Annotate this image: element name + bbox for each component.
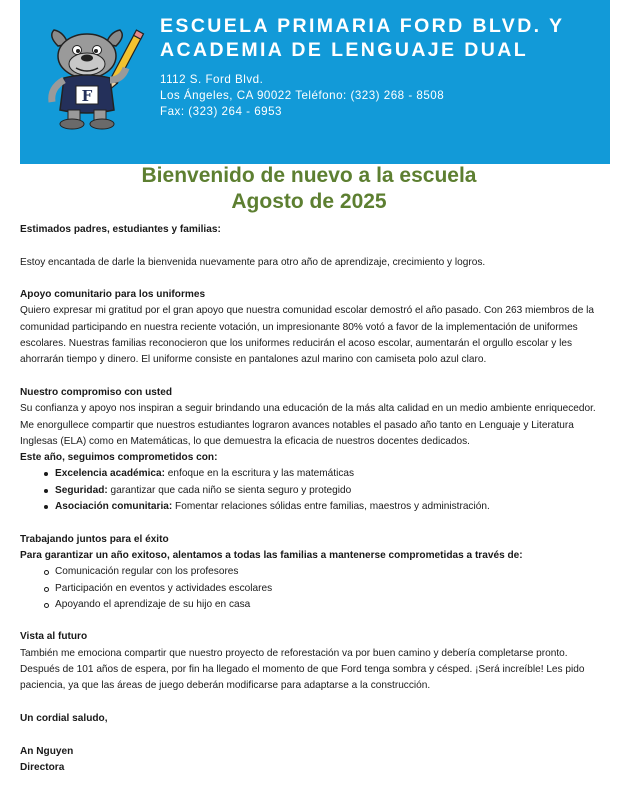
header-banner [20,0,610,164]
future-paragraph: También me emociona compartir que nuestro proyecto de reforestación va por buen camino y debería completarse pronto. Después de 101 años de espera, por fin ha llegado el momento de que Ford tenga sombra y césped. ¡Será increíble! Les pido paciencia, ya que las áreas de juego deberán modificarse para adaptarse a la construcción. [20,647,585,692]
intro-paragraph: Estoy encantada de darle la bienvenida nuevamente para otro año de aprendizaje, crecimiento y logros. [20,256,486,268]
letter-body [20,222,610,776]
mascot-letter: F [81,87,93,105]
uniforms-heading: Apoyo comunitario para los uniformes [20,289,206,301]
signer-title: Directora [20,761,65,773]
list-item: Comunicación regular con los profesores [55,564,610,580]
together-heading: Trabajando juntos para el éxito [20,533,169,545]
address-street: 1112 S. Ford Blvd. [160,73,264,86]
list-item: Participación en eventos y actividades escolares [55,581,610,597]
signer-name: An Nguyen [20,745,74,757]
bulldog-mascot-icon [34,22,146,134]
salutation: Estimados padres, estudiantes y familias: [20,224,221,235]
together-list [20,564,610,613]
list-item [55,466,610,482]
commitment-heading: Nuestro compromiso con usted [20,386,172,398]
list-item [55,499,610,515]
closing: Un cordial saludo, [20,712,108,724]
list-item-label: Excelencia académica: [55,468,165,480]
list-item [55,483,610,499]
list-item-text: Fomentar relaciones sólidas entre familias, maestros y administración. [172,501,490,513]
address-city-phone: Los Ángeles, CA 90022 Teléfono: (323) 268 - 8508 [160,89,445,102]
future-heading: Vista al futuro [20,631,88,643]
school-name: ESCUELA PRIMARIA FORD BLVD. Y ACADEMIA DE LENGUAJE DUAL [160,15,565,61]
school-address [160,72,600,120]
list-item-label: Asociación comunitaria: [55,501,173,513]
uniforms-paragraph: Quiero expresar mi gratitud por el gran apoyo que nuestra comunidad escolar demostró el año pasado. Con 263 miembros de la comunidad participando en nuestra reciente votación, un impresionante 80% votó a favor de la implementación de uniformes escolares. Nuestras familias reconocieron que los uniformes reducirán el acoso escolar, aumentarán el orgullo escolar y les ahorrarán tiempo y dinero. El uniforme consiste en pantalones azul marino con camiseta polo azul claro. [20,305,594,366]
title-line-2: Agosto de 2025 [231,190,387,213]
list-item-label: Seguridad: [55,484,108,496]
page-title [0,163,618,215]
commitment-list [20,466,610,515]
list-item-text: enfoque en la escritura y las matemáticas [164,468,355,480]
list-item-text: garantizar que cada niño se sienta seguro y protegido [107,484,352,496]
list-item: Apoyando el aprendizaje de su hijo en casa [55,597,610,613]
title-line-1: Bienvenido de nuevo a la escuela [141,164,477,187]
commitment-paragraph: Su confianza y apoyo nos inspiran a seguir brindando una educación de la más alta calidad en un medio ambiente enriquecedor. Me enorgullece compartir que nuestros estudiantes lograron avances notables el pasado año tanto en Lenguaje y Literatura Inglesas (ELA) como en Matemáticas, lo que demuestra la eficacia de nuestros docentes dedicados. [20,403,596,447]
together-lead: Para garantizar un año exitoso, alentamos a todas las familias a mantenerse comprometidas a través de: [20,549,523,561]
commitment-lead: Este año, seguimos comprometidos con: [20,452,218,464]
fax-number: Fax: (323) 264 - 6953 [160,105,282,118]
